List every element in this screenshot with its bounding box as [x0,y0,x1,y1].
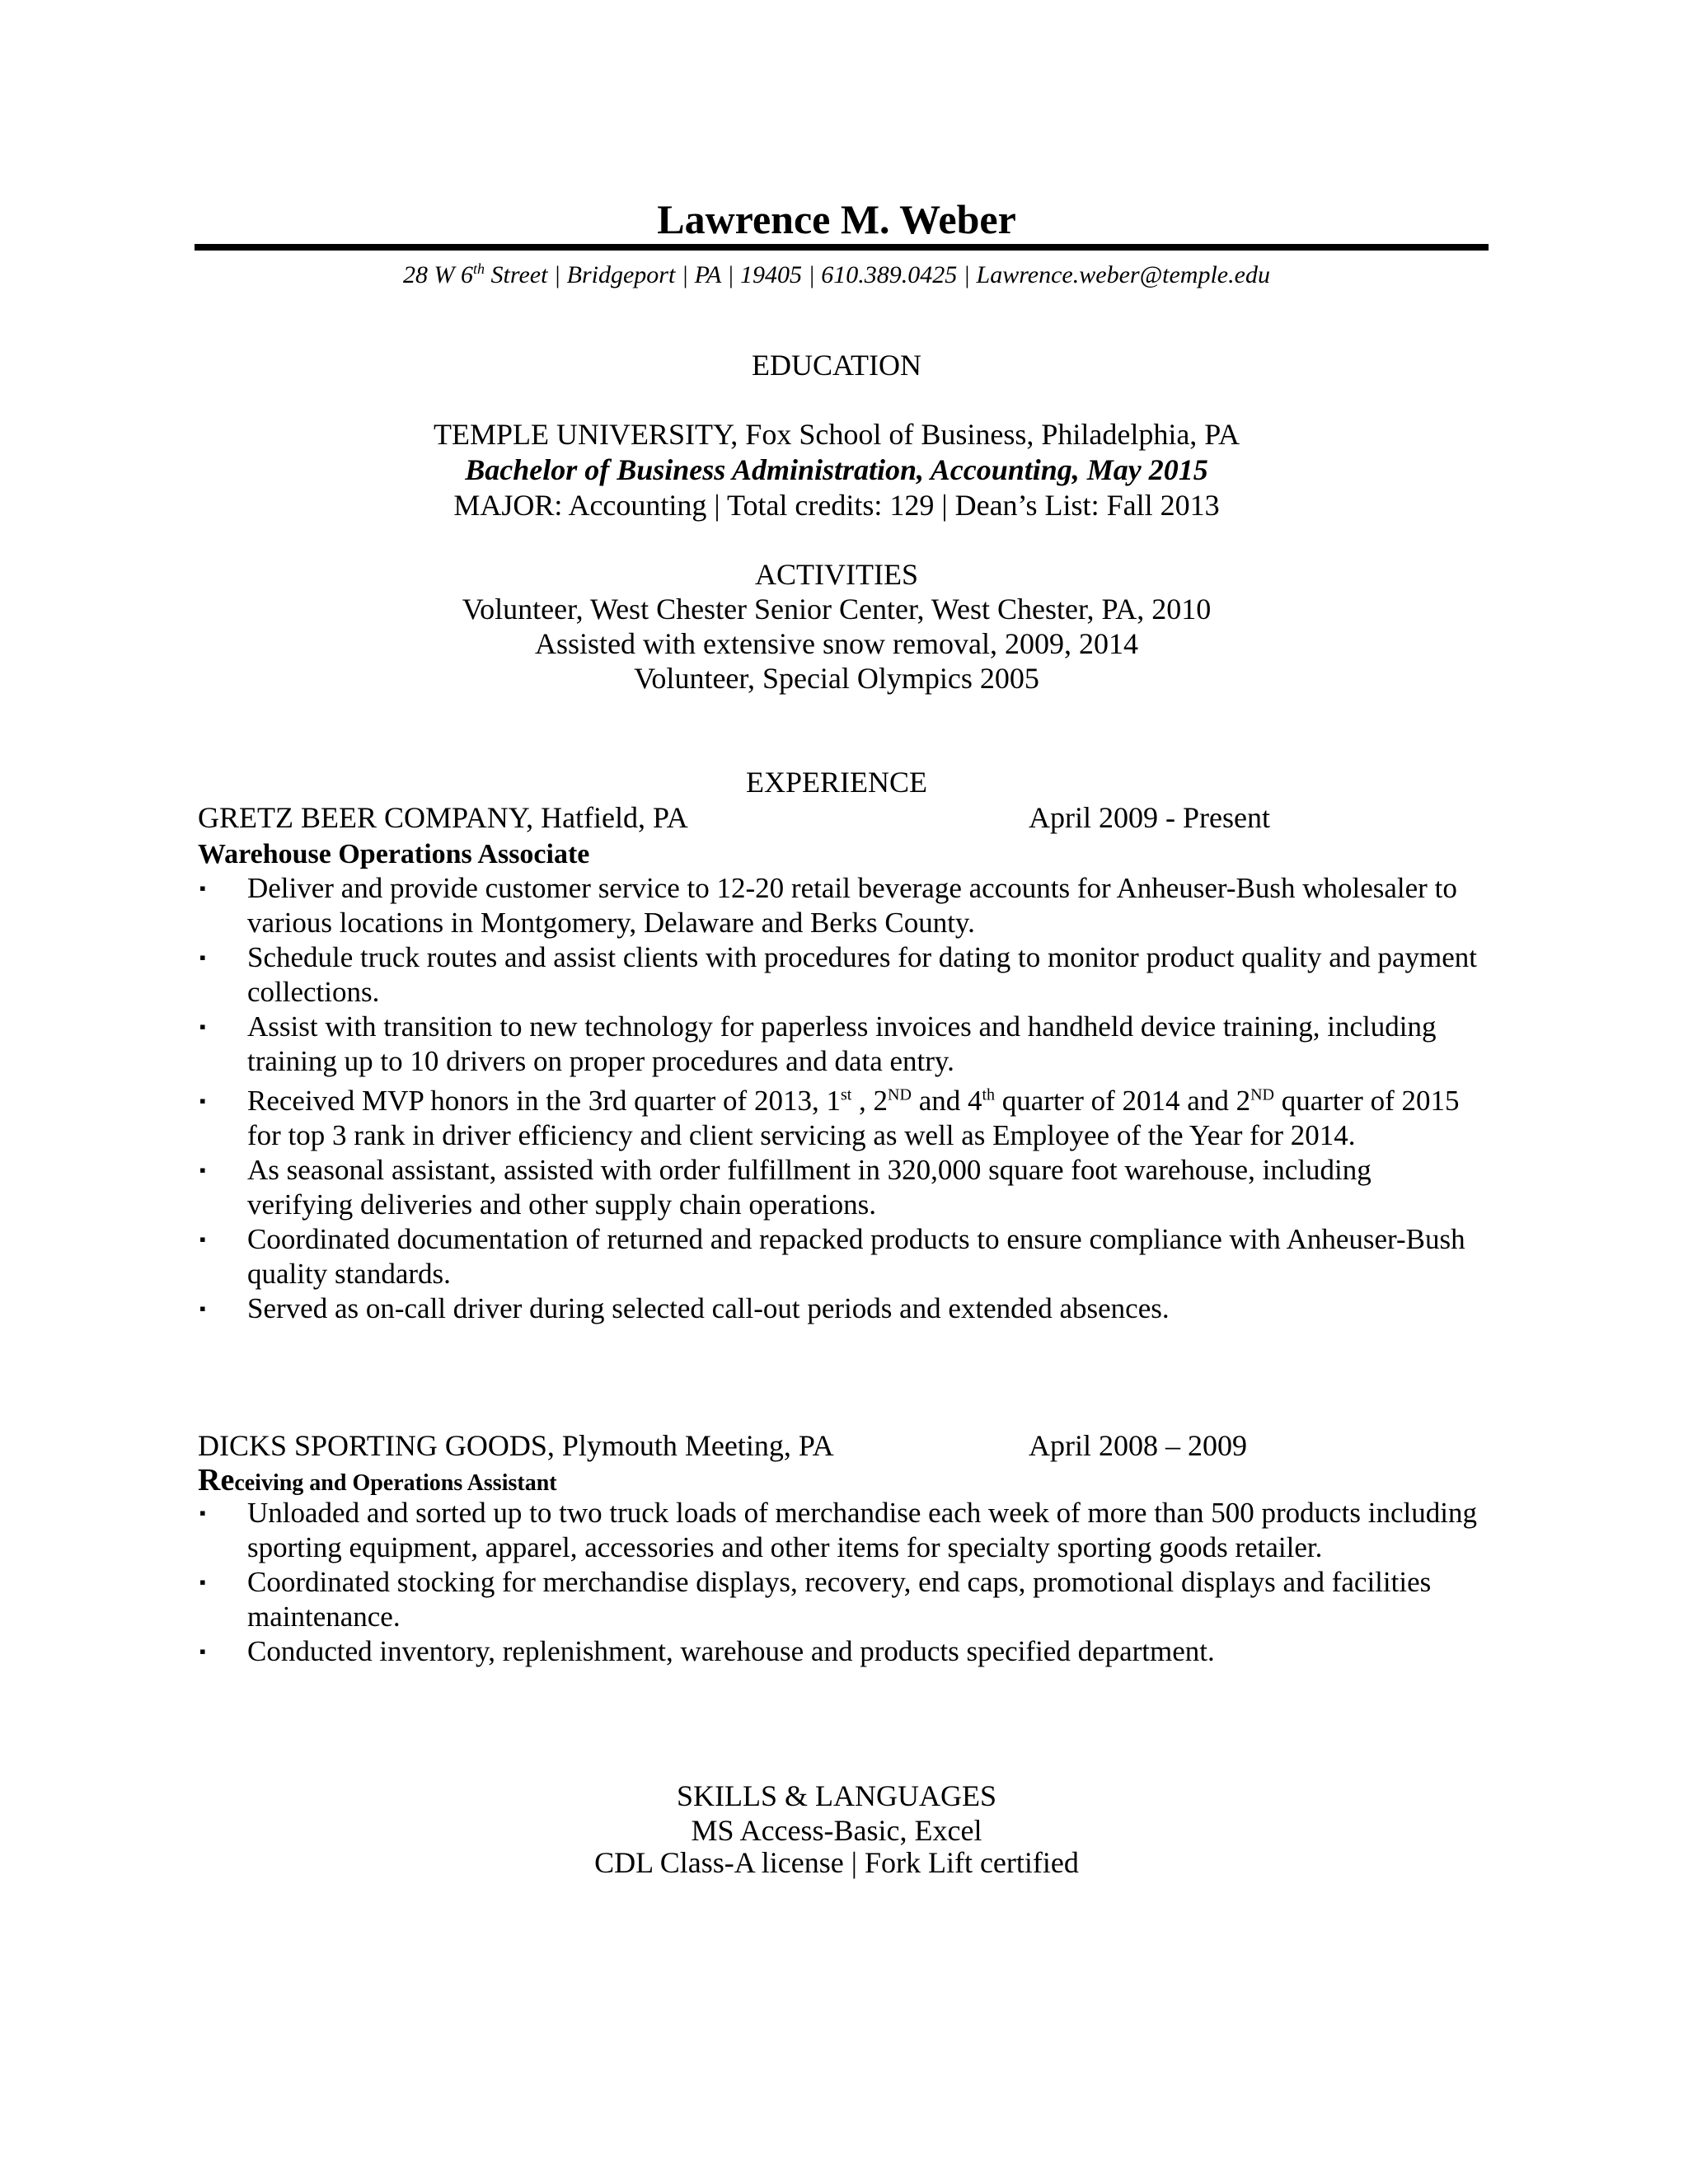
bullet-icon: ▪ [199,1016,206,1037]
list-item [198,1291,1484,1326]
list-item [198,1634,1484,1669]
bullet-icon: ▪ [199,1502,206,1523]
mvp-ordinal: ND [1250,1085,1274,1104]
education-school: TEMPLE UNIVERSITY, Fox School of Business, Philadelphia, PA [433,418,1240,451]
bullet-text: Coordinated stocking for merchandise displays, recovery, end caps, promotional displays and facilities maintenance. [247,1566,1432,1633]
job2-dates: April 2008 – 2009 [1029,1429,1247,1462]
job2-title [198,1464,557,1500]
list-item [198,1084,1484,1153]
contact-line [0,252,1673,292]
contact-address-rest: Street | Bridgeport | PA | 19405 | 610.389.0425 | Lawrence.weber@temple.edu [485,261,1270,288]
job2-title-rest: ceiving and Operations Assistant [234,1470,557,1496]
mvp-ordinal: st [840,1085,852,1104]
mvp-text: Received MVP honors in the 3rd quarter of 2013, 1 [247,1085,841,1117]
bullet-text: Conducted inventory, replenishment, warehouse and products specified department. [247,1635,1215,1667]
mvp-ordinal: ND [888,1085,912,1104]
list-item [198,940,1484,1010]
contact-address-start: 28 W 6 [403,261,474,288]
header-divider [195,244,1489,251]
job1-title: Warehouse Operations Associate [198,839,590,869]
bullet-text: Deliver and provide customer service to 12-20 retail beverage accounts for Anheuser-Bush wholesaler to various locations in Montgomery, Delaware and Berks County. [247,872,1457,939]
job2-company: DICKS SPORTING GOODS, Plymouth Meeting, PA [198,1429,834,1462]
skills-heading: SKILLS & LANGUAGES [676,1779,996,1812]
bullet-icon: ▪ [199,1229,206,1249]
job1-bullet-list [198,871,1484,1326]
activities-heading: ACTIVITIES [755,558,918,591]
mvp-text: , 2 [851,1085,889,1117]
job2-bullet-list [198,1496,1484,1669]
job1-dates: April 2009 - Present [1029,801,1270,834]
bullet-icon: ▪ [199,1090,206,1111]
mvp-ordinal: th [982,1085,996,1104]
education-heading: EDUCATION [752,349,921,382]
list-item [198,871,1484,940]
bullet-text: Schedule truck routes and assist clients with procedures for dating to monitor product quality and payment collections. [247,941,1478,1008]
bullet-icon: ▪ [199,947,206,968]
mvp-text: quarter of 2015 for top 3 rank in driver efficiency and client servicing as well as Employee of the Year for 2014. [247,1085,1460,1151]
contact-ordinal: th [473,260,485,277]
job1-company: GRETZ BEER COMPANY, Hatfield, PA [198,801,688,834]
list-item [198,1496,1484,1565]
mvp-text: and 4 [911,1085,982,1117]
bullet-icon: ▪ [199,1298,206,1319]
job2-title-start: Re [198,1463,235,1497]
experience-heading: EXPERIENCE [746,766,927,799]
education-major: MAJOR: Accounting | Total credits: 129 | Dean’s List: Fall 2013 [453,489,1220,522]
bullet-text: Served as on-call driver during selected call-out periods and extended absences. [247,1292,1170,1324]
skills-item: CDL Class-A license | Fork Lift certified [594,1846,1079,1879]
applicant-name: Lawrence M. Weber [657,196,1016,242]
activity-item: Volunteer, Special Olympics 2005 [634,662,1039,695]
list-item [198,1222,1484,1291]
list-item [198,1565,1484,1634]
mvp-text: quarter of 2014 and 2 [995,1085,1251,1117]
bullet-icon: ▪ [199,1572,206,1592]
bullet-text: Unloaded and sorted up to two truck loads of merchandise each week of more than 500 products including sporting equipment, apparel, accessories and other items for specialty sporting goods retailer. [247,1497,1477,1563]
list-item [198,1010,1484,1079]
activity-item: Assisted with extensive snow removal, 2009, 2014 [535,627,1138,660]
bullet-text: Assist with transition to new technology for paperless invoices and handheld device training, including training up to 10 drivers on proper procedures and data entry. [247,1010,1437,1077]
bullet-text: Coordinated documentation of returned and repacked products to ensure compliance with Anheuser-Bush quality standards. [247,1223,1465,1290]
bullet-icon: ▪ [199,878,206,898]
skills-item: MS Access-Basic, Excel [691,1814,982,1847]
list-item [198,1153,1484,1222]
bullet-text: As seasonal assistant, assisted with order fulfillment in 320,000 square foot warehouse, including verifying deliveries and other supply chain operations. [247,1154,1372,1221]
bullet-icon: ▪ [199,1641,206,1661]
bullet-icon: ▪ [199,1160,206,1180]
activity-item: Volunteer, West Chester Senior Center, West Chester, PA, 2010 [462,593,1212,626]
education-degree: Bachelor of Business Administration, Accounting, May 2015 [465,453,1208,486]
